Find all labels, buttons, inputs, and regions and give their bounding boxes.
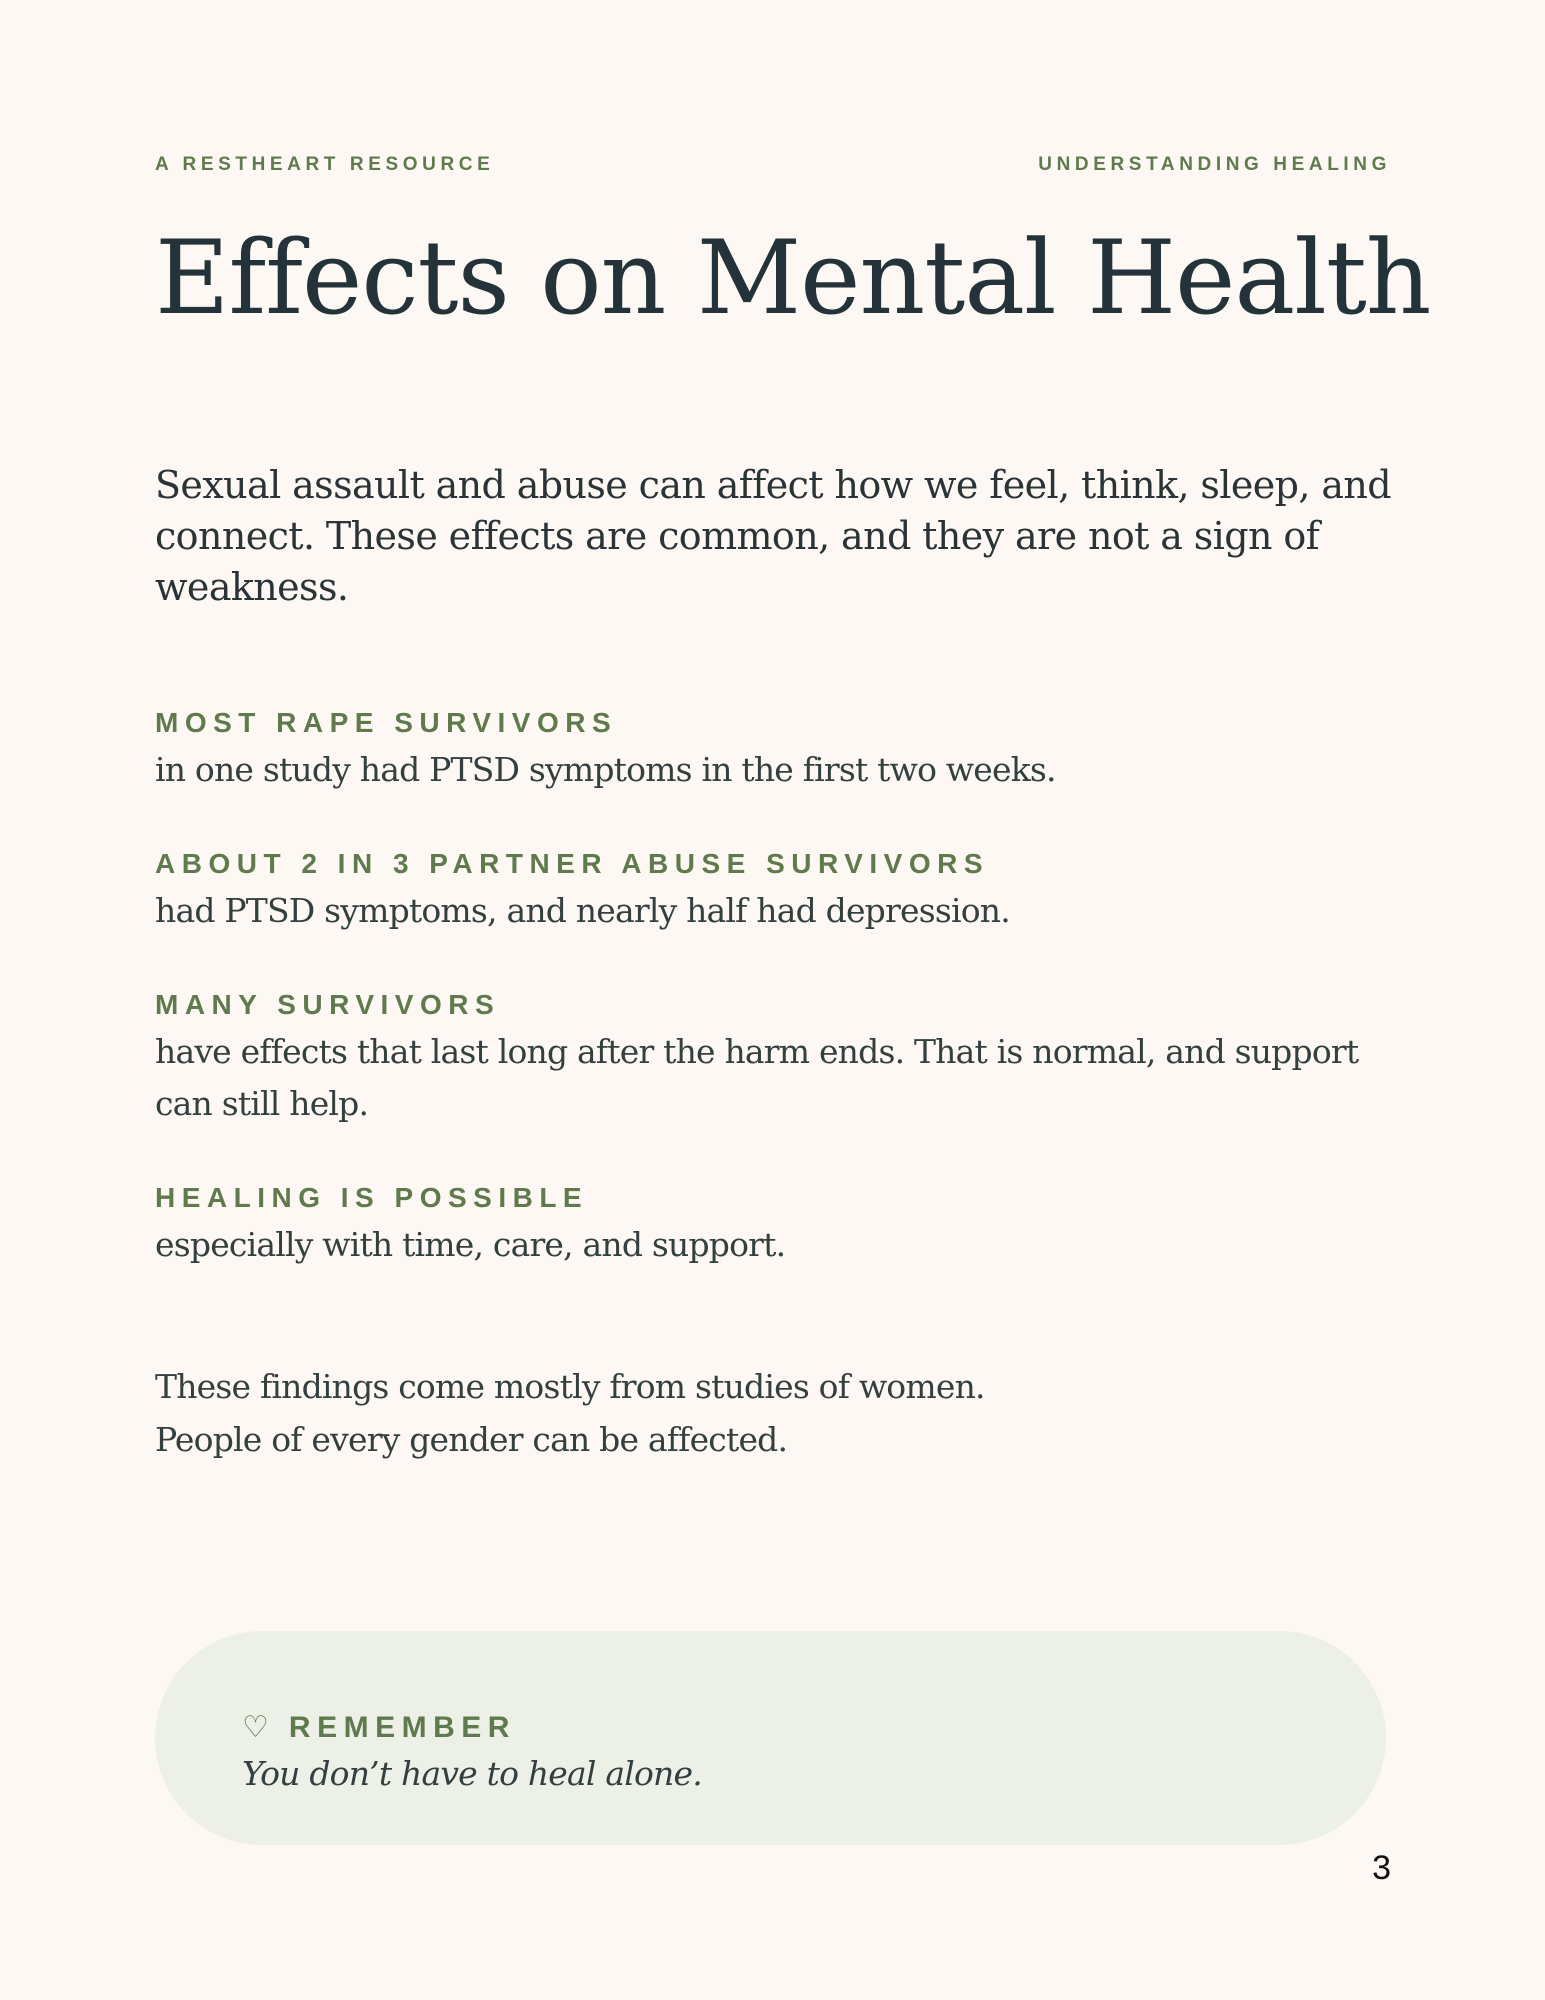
fact-text: had PTSD symptoms, and nearly half had depression. bbox=[155, 891, 1010, 930]
note-line: People of every gender can be affected. bbox=[155, 1420, 788, 1459]
fact-label: MANY SURVIVORS bbox=[155, 989, 501, 1020]
fact-item bbox=[155, 706, 1391, 796]
heart-icon: ♡ bbox=[242, 1710, 269, 1745]
fact-item bbox=[155, 847, 1391, 937]
research-note bbox=[155, 1360, 1391, 1466]
facts-list bbox=[155, 706, 1391, 1322]
fact-label: MOST RAPE SURVIVORS bbox=[155, 707, 618, 738]
document-page bbox=[155, 0, 1431, 2000]
fact-text: especially with time, care, and support. bbox=[155, 1225, 786, 1264]
fact-label: ABOUT 2 IN 3 PARTNER ABUSE SURVIVORS bbox=[155, 848, 990, 879]
fact-text: have effects that last long after the harm ends. That is normal, and support can still help. bbox=[155, 1032, 1359, 1123]
fact-text: in one study had PTSD symptoms in the first two weeks. bbox=[155, 750, 1056, 789]
fact-item bbox=[155, 988, 1391, 1130]
page-title: Effects on Mental Health bbox=[155, 219, 1431, 338]
fact-label: HEALING IS POSSIBLE bbox=[155, 1182, 589, 1213]
callout-label: REMEMBER bbox=[288, 1711, 516, 1744]
callout-text: You don’t have to heal alone. bbox=[242, 1754, 702, 1793]
callout-label-row bbox=[242, 1711, 516, 1745]
intro-paragraph: Sexual assault and abuse can affect how we feel, think, sleep, and connect. These effects are common, and they are not a sign of weakness. bbox=[155, 463, 1391, 609]
header-section-label: UNDERSTANDING HEALING bbox=[1038, 154, 1391, 175]
fact-item bbox=[155, 1181, 1391, 1271]
running-header bbox=[155, 154, 1391, 178]
remember-callout bbox=[155, 1631, 1386, 1845]
page-number: 3 bbox=[1372, 1849, 1391, 1887]
note-line: These findings come mostly from studies of women. bbox=[155, 1367, 985, 1406]
header-resource-label: A RESTHEART RESOURCE bbox=[155, 154, 495, 175]
